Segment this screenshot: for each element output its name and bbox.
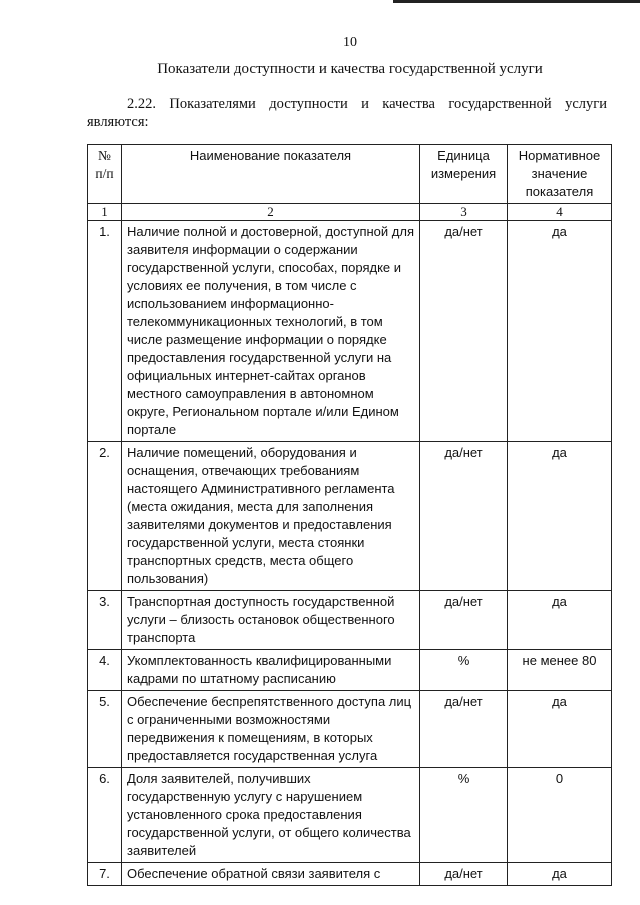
index-cell: 4 bbox=[508, 204, 612, 221]
row-number: 7. bbox=[88, 863, 122, 886]
index-row bbox=[88, 204, 612, 221]
indicator-name: Обеспечение обратной связи заявителя с bbox=[122, 863, 420, 886]
row-number: 5. bbox=[88, 691, 122, 768]
unit-value: % bbox=[420, 768, 508, 863]
table-row bbox=[88, 768, 612, 863]
indicator-name: Транспортная доступность государственной услуги – близость остановок общественного транспорта bbox=[122, 591, 420, 650]
norm-value: да bbox=[508, 221, 612, 442]
row-number: 6. bbox=[88, 768, 122, 863]
unit-value: да/нет bbox=[420, 591, 508, 650]
table-row bbox=[88, 650, 612, 691]
table-row bbox=[88, 442, 612, 591]
top-rule bbox=[393, 0, 640, 3]
row-number: 1. bbox=[88, 221, 122, 442]
unit-value: да/нет bbox=[420, 442, 508, 591]
intro-paragraph bbox=[87, 95, 607, 131]
table-row bbox=[88, 863, 612, 886]
indicator-name: Обеспечение беспрепятственного доступа лиц с ограниченными возможностями передвижения к помещениям, в которых предоставляется государственная услуга bbox=[122, 691, 420, 768]
norm-value: 0 bbox=[508, 768, 612, 863]
unit-value: да/нет bbox=[420, 221, 508, 442]
header-unit: Единица измерения bbox=[420, 145, 508, 204]
indicator-name: Доля заявителей, получивших государственную услугу с нарушением установленного срока предоставления государственной услуги, от общего количества заявителей bbox=[122, 768, 420, 863]
unit-value: да/нет bbox=[420, 691, 508, 768]
table-row bbox=[88, 691, 612, 768]
unit-value: да/нет bbox=[420, 863, 508, 886]
table-header-row bbox=[88, 145, 612, 204]
norm-value: да bbox=[508, 863, 612, 886]
norm-value: не менее 80 bbox=[508, 650, 612, 691]
index-cell: 2 bbox=[122, 204, 420, 221]
norm-value: да bbox=[508, 691, 612, 768]
index-cell: 3 bbox=[420, 204, 508, 221]
section-title: Показатели доступности и качества государственной услуги bbox=[157, 61, 543, 77]
indicator-name: Наличие помещений, оборудования и оснащения, отвечающих требованиям настоящего Административного регламента (места ожидания, места для заполнения заявителями документов и предоставления государственной услуги, места стоянки транспортных средств, места общего пользования) bbox=[122, 442, 420, 591]
table-row bbox=[88, 221, 612, 442]
indicator-name: Наличие полной и достоверной, доступной для заявителя информации о содержании государственной услуги, способах, порядке и условиях ее получения, в том числе с использованием информационно-телекоммуникационных технологий, в том числе размещение информации о порядке предоставления государственной услуги на официальных интернет-сайтах органов местного самоуправления в автономном округе, Региональном портале и/или Едином портале bbox=[122, 221, 420, 442]
unit-value: % bbox=[420, 650, 508, 691]
row-number: 2. bbox=[88, 442, 122, 591]
row-number: 3. bbox=[88, 591, 122, 650]
indicators-table bbox=[87, 144, 612, 886]
page-number: 10 bbox=[343, 35, 357, 50]
header-name: Наименование показателя bbox=[122, 145, 420, 204]
header-norm: Нормативное значение показателя bbox=[508, 145, 612, 204]
indicator-name: Укомплектованность квалифицированными кадрами по штатному расписанию bbox=[122, 650, 420, 691]
intro-line-1: 2.22. Показателями доступности и качества государственной услуги bbox=[127, 96, 607, 112]
row-number: 4. bbox=[88, 650, 122, 691]
norm-value: да bbox=[508, 442, 612, 591]
table-row bbox=[88, 591, 612, 650]
intro-line-2: являются: bbox=[87, 114, 149, 130]
norm-value: да bbox=[508, 591, 612, 650]
header-num: № п/п bbox=[88, 145, 122, 204]
index-cell: 1 bbox=[88, 204, 122, 221]
